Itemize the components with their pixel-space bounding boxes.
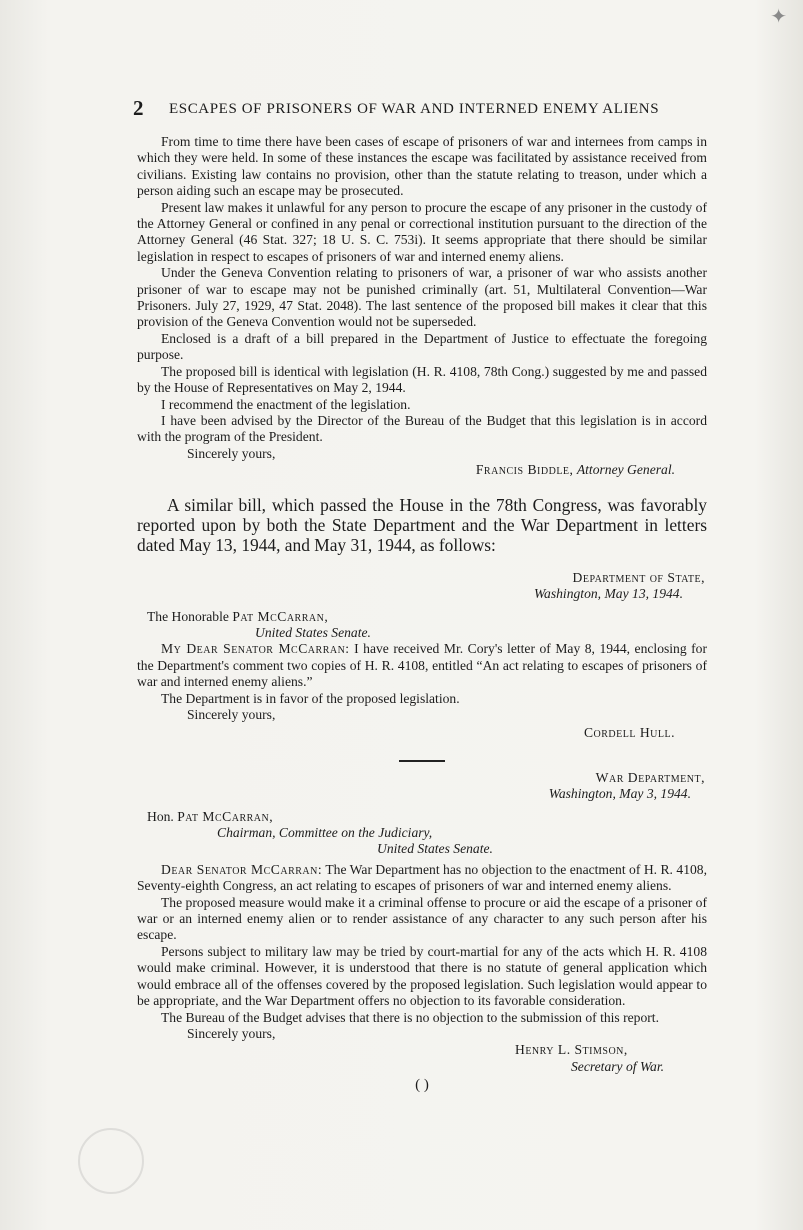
letter3-to-body: United States Senate. [377,841,493,857]
end-mark: ( ) [415,1077,429,1094]
letter2-paragraph [137,641,707,690]
letter3-signature [515,1042,707,1075]
letter1-closing: Sincerely yours, [187,445,276,461]
letter2-paragraph: The Department is in favor of the proposed legislation. [161,690,460,706]
letter2-signature [137,725,707,741]
letter1-paragraph: Present law makes it unlawful for any person to procure the escape of any prisoner in the custody of the Attorney General or confined in any penal or correctional institution pursuant to the direction of the Attorney General (46 Stat. 327; 18 U. S. C. 753i). It seems appropriate that there should be similar legislation in respect to escapes of prisoners of war and interned enemy aliens. [137,199,707,264]
letter3-to-name: Pat McCarran, [177,808,274,824]
library-stamp-icon [78,1128,144,1194]
letter3-signer-name: Henry L. Stimson, [515,1042,628,1058]
page-number: 2 [133,96,144,120]
letter3-signer-title: Secretary of War. [571,1058,665,1074]
corner-mark-icon: ✦ [770,6,787,28]
letter1-paragraph: Enclosed is a draft of a bill prepared in the Department of Justice to effectuate the foregoing purpose. [137,330,707,363]
letter1-signer-name: Francis Biddle, [475,462,574,478]
letter3-addressee [147,809,707,825]
letter3-paragraph [137,862,707,895]
letter1-paragraph: From time to time there have been cases of escape of prisoners of war and internees from camps in which they were held. In some of these instances the escape was facilitated by assistance received from civilians. Existing law contains no provision, other than the statute relating to treason, under which a person aiding such an escape may be prosecuted. [137,134,707,199]
letter3-dept: War Department, [595,769,705,785]
running-title: ESCAPES OF PRISONERS OF WAR AND INTERNED ENEMY ALIENS [169,101,660,117]
letter3-place-date: Washington, May 3, 1944. [548,786,691,802]
letter1-signer-title: Attorney General. [576,462,675,478]
letter2-signer-name: Cordell Hull. [583,725,675,741]
letter3-to-line: Hon. [147,808,174,824]
letter2-closing: Sincerely yours, [187,707,276,722]
letter2-to-line: The Honorable [147,608,229,624]
letter3-salutation: Dear Senator McCarran: [161,861,323,877]
letter1-paragraph: The proposed bill is identical with legislation (H. R. 4108, 78th Cong.) suggested by me and passed by the House of Representatives on May 2, 1944. [137,363,707,396]
letter1-paragraph: I have been advised by the Director of the Bureau of the Budget that this legislation is in accord with the program of the President. [137,412,707,445]
letter3-paragraph-text: The War Department has no objection to the enactment of H. R. 4108, Seventy-eighth Congress, an act relating to escapes of prisoners of war and interned enemy aliens. [137,861,707,894]
section-divider [399,760,445,762]
letter3-paragraph: The proposed measure would make it a criminal offense to procure or aid the escape of a prisoner of war or an interned enemy alien or to render assistance of any character to any such person after his escape. [137,894,707,943]
letter2-heading [137,570,707,603]
letter3-paragraph: Persons subject to military law may be tried by court-martial for any of the acts which H. R. 4108 would make criminal. However, it is understood that there is no statute of general application which would embrace all of the offenses covered by the proposed legislation. Such legislation would appear to be appropriate, and the War Department offers no objection to its favorable consideration. [137,943,707,1009]
letter3-to-role: Chairman, Committee on the Judiciary, [217,825,433,841]
letter1-paragraph: Under the Geneva Convention relating to prisoners of war, a prisoner of war who assists another prisoner of war to escape may not be punished criminally (art. 51, Multilateral Convention—War Prisoners. July 27, 1929, 47 Stat. 2048). The last sentence of the proposed bill makes it clear that this provision of the Geneva Convention would not be superseded. [137,265,707,330]
running-header [133,96,707,126]
letter2-salutation: My Dear Senator McCarran: [161,641,350,657]
letter2-addressee [147,609,707,625]
letter2-to-name: Pat McCarran, [232,608,329,624]
page-content [133,96,708,1094]
letter2-place-date: Washington, May 13, 1944. [533,586,683,602]
letter1-paragraph: I recommend the enactment of the legislation. [161,396,411,412]
letter3-heading [137,770,707,803]
letter2-to-body: United States Senate. [255,624,371,640]
letter2-dept: Department of State, [572,569,705,585]
letter3-closing: Sincerely yours, [187,1025,276,1041]
letter3-paragraph: The Bureau of the Budget advises that there is no objection to the submission of this report. [161,1009,659,1025]
letter2-paragraph-text: I have received Mr. Cory's letter of May 8, 1944, enclosing for the Department's comment two copies of H. R. 4108, entitled “An act relating to escapes of prisoners of war and interned enemy aliens.” [137,641,708,690]
intro-paragraph: A similar bill, which passed the House in the 78th Congress, was favorably reported upon by both the State Department and the War Department in letters dated May 13, 1944, and May 31, 1944, as follows: [137,494,707,556]
letter1-signature [137,462,707,478]
